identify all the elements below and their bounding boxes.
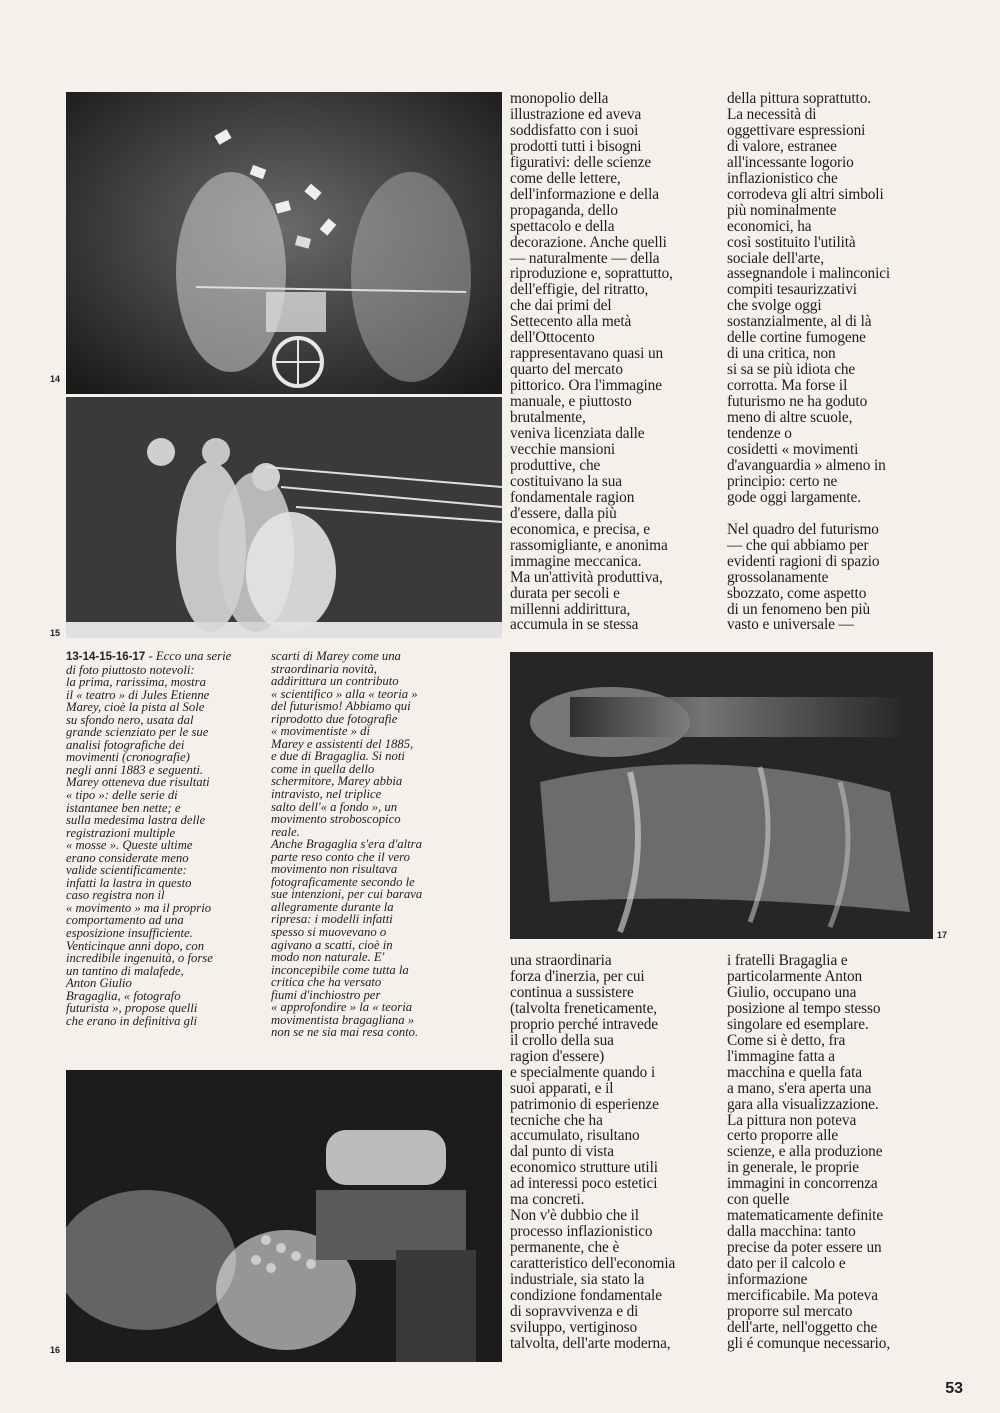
body-column-3-bottom: una straordinaria forza d'inerzia, per cui continua a sussistere (talvolta freneticamente, proprio perché intravede il crollo della sua ragion d'essere) e specialmente quando i suoi apparati, e il patrimonio di esperienze tecniche che ha accumulato, risultano dal punto di vista economico strutture utili ad interessi poco estetici ma concreti. Non v'è dubbio che il processo inflazionistico permanente, che è caratteristico dell'economia industriale, sia stato la condizione fondamentale di sopravvivenza e di sviluppo, vertiginoso talvolta, dell'arte moderna, [510,952,676,1352]
photo-bragaglia-blur [510,652,933,939]
figure-number-15: 15 [50,628,61,638]
page-number: 53 [945,1380,963,1397]
caption-column-1-text: - Ecco una serie di foto piuttosto notevoli: la prima, rarissima, mostra il « teatro » di Jules Etienne Marey, cioè la pista al Sole su sfondo nero, usata dal grande scienziato per le sue analisi fotografiche dei movimenti (cronografie) negli anni 1883 e seguenti. Marey otteneva due risultati « tipo »: delle serie di istantanee ben nette; e sulla medesima lastra delle registrazioni multiple « mosse ». Queste ultime erano considerate meno valide scientificamente: infatti la lastra in questo caso registra non il « movimento » ma il proprio comportamento ad una esposizione insufficiente. Venticinque anni dopo, con incredibile ingenuità, o forse un tantino di malafede, Anton Giulio Bragaglia, « fotografo futurista », propose quelli che erano in definitiva gli [66,649,232,1028]
figure-number-14: 14 [50,374,61,384]
figure-number-17: 17 [937,930,948,940]
photo-marey-fencer [66,397,502,638]
body-column-3-top: monopolio della illustrazione ed aveva soddisfatto con i suoi prodotti tutti i bisogni figurativi: delle scienze come delle lettere, dell'informazione e della propaganda, dello spettacolo e della decorazione. Anche quelli — naturalmente — della riproduzione e, soprattutto, dell'effigie, del ritratto, che dai primi del Settecento alla metà dell'Ottocento rappresentavano quasi un quarto del mercato pittorico. Ora l'immagine manuale, e piuttosto brutalmente, veniva licenziata dalle vecchie mansioni produttive, che costituivano la sua fondamentale ragion d'essere, dalla più economica, e precisa, e rassomigliante, e anonima immagine meccanica. Ma un'attività produttiva, durata per secoli e millenni addirittura, accumula in se stessa [510,90,673,634]
caption-column-1 [66,650,231,1027]
photo-marey-theatre [66,92,502,394]
body-column-4-top: della pittura soprattutto. La necessità di oggettivare espressioni di valore, estranee all'incessante logorio inflazionistico che corrodeva gli altri simboli più nominalmente economici, ha così sostituito l'utilità sociale dell'arte, assegnandole i malinconici compiti tesaurizzativi che svolge oggi sostanzialmente, al di là delle cortine fumogene di una critica, non si sa se più idiota che corrotta. Ma forse il futurismo ne ha goduto meno di altre scuole, tendenze o cosidetti « movimenti d'avanguardia » almeno in principio: certo ne gode oggi largamente. Nel quadro del futurismo — che qui abbiamo per evidenti ragioni di spazio grossolanamente sbozzato, come aspetto di un fenomeno ben più vasto e universale — [727,90,891,634]
photo-bragaglia-typist [66,1070,502,1362]
figure-number-16: 16 [50,1345,61,1355]
caption-heading: 13-14-15-16-17 [66,651,146,663]
body-column-4-bottom: i fratelli Bragaglia e particolarmente Anton Giulio, occupano una posizione al tempo stesso singolare ed esemplare. Come si è detto, fra l'immagine fatta a macchina e quella fata a mano, s'era aperta una gara alla visualizzazione. La pittura non poteva certo proporre alle scienze, e alla produzione in generale, le proprie immagini in concorrenza con quelle matematicamente definite dalla macchina: tanto precise da poter essere un dato per il calcolo e informazione mercificabile. Ma poteva proporre sul mercato dell'arte, nell'oggetto che gli é comunque necessario, [727,952,891,1352]
caption-column-2: scarti di Marey come una straordinaria novità, addirittura un contributo « scientifico » alla « teoria » del futurismo! Abbiamo qui riprodotto due fotografie « movimentiste » di Marey e assistenti del 1885, e due di Bragaglia. Si noti come in quella dello schermitore, Marey abbia intravisto, nel triplice salto dell'« a fondo », un movimento stroboscopico reale. Anche Bragaglia s'era d'altra parte reso conto che il vero movimento non risultava fotograficamente secondo le sue intenzioni, per cui barava allegramente durante la ripresa: i modelli infatti spesso si muovevano o agivano a scatti, cioè in modo non naturale. E' inconcepibile come tutta la critica che ha versato fiumi d'inchiostro per « approfondire » la « teoria movimentista bragagliana » non se ne sia mai resa conto. [271,649,423,1040]
